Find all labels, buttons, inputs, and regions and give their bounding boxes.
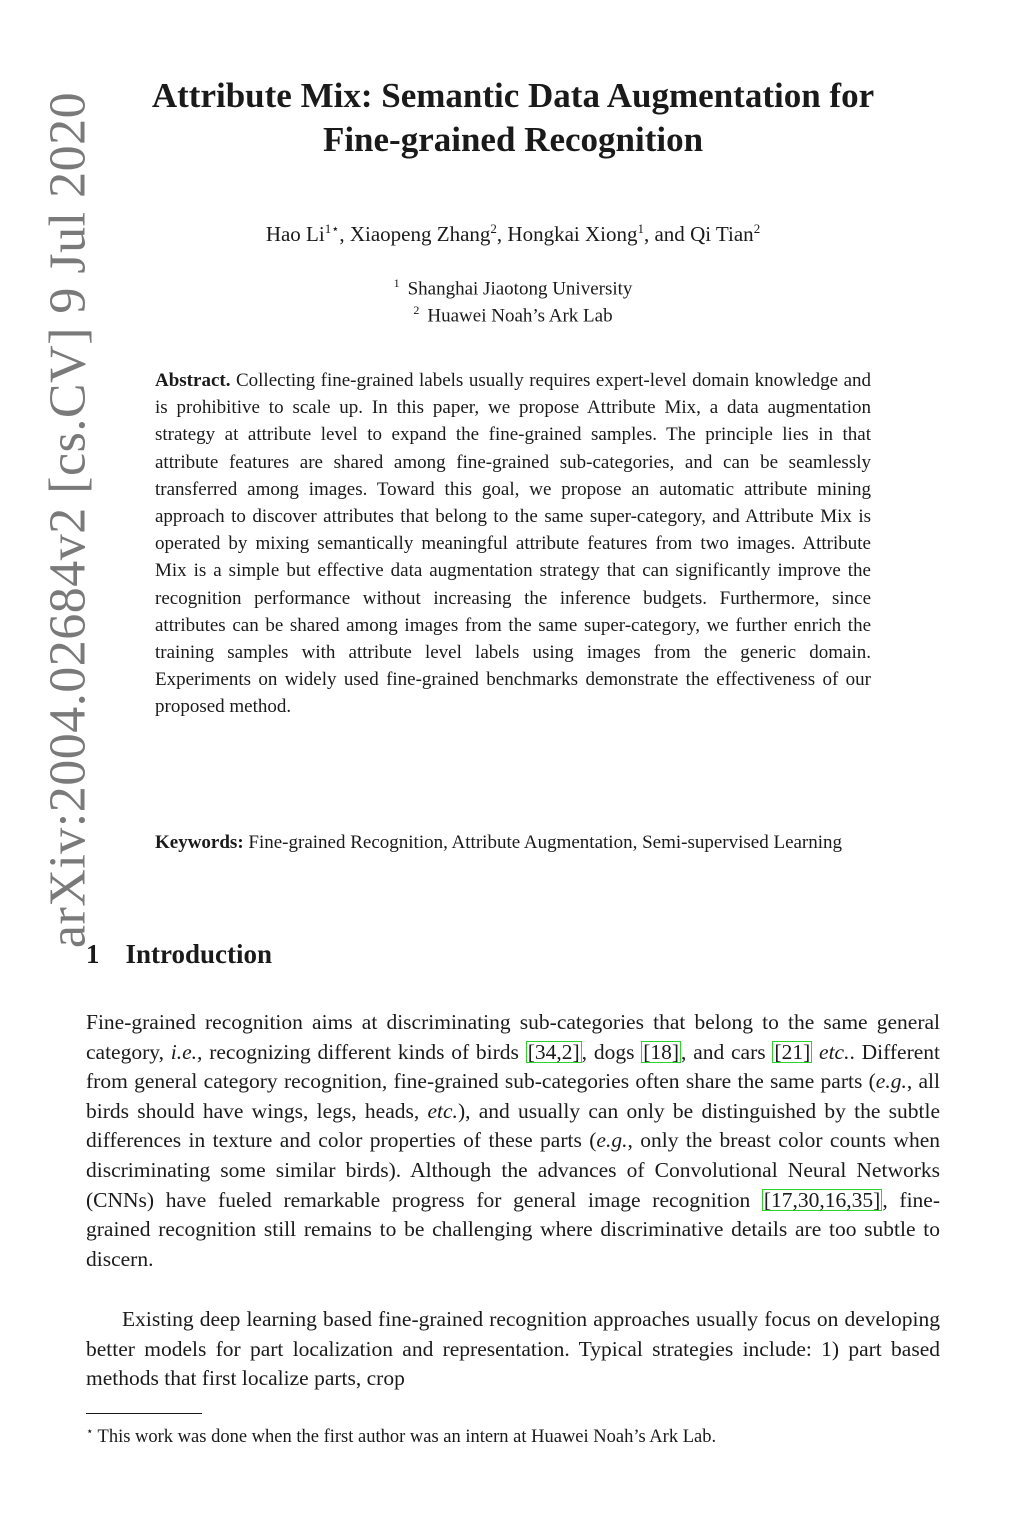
- author-name: Hao Li: [265, 222, 325, 246]
- footnote-mark: ⋆: [86, 1424, 94, 1438]
- text-run: ), and usually can only be distinguished by the subtle differences in texture and color properties of these parts (: [86, 1098, 940, 1153]
- italic-abbrev: etc.: [427, 1098, 458, 1123]
- author-separator: ,: [496, 222, 508, 246]
- author-affiliation-mark: 2: [753, 221, 761, 236]
- italic-abbrev: e.g.: [596, 1128, 628, 1153]
- text-run: Fine-grained recognition aims at discriminating sub-categories that belong to the same general category,: [86, 1010, 940, 1064]
- author-affiliation-mark: 1: [637, 221, 644, 236]
- text-run: . Different from general category recognition, fine-grained sub-categories often share the same parts (: [86, 1039, 941, 1094]
- text-run: , only the breast color counts when discriminating some similar birds). Although the advances of Convolutional Neural Networks (CNNs) have fueled remarkable progress for general image recognition: [86, 1128, 940, 1212]
- intro-paragraph-2: Existing deep learning based fine-grained recognition approaches usually focus on developing better models for part localization and representation. Typical strategies include: 1) part based methods that first localize parts, crop: [86, 1307, 940, 1391]
- citation-link[interactable]: [17,30,16,35]: [763, 1187, 881, 1212]
- arxiv-identifier-stamp: arXiv:2004.02684v2 [cs.CV] 9 Jul 2020: [39, 91, 97, 949]
- paper-title: [60, 74, 966, 162]
- keywords: [155, 829, 871, 856]
- citation-link[interactable]: [21]: [774, 1039, 811, 1064]
- text-run: , fine-grained recognition still remains to be challenging where discriminative details are too subtle to discern.: [86, 1187, 940, 1271]
- author-separator: , and: [643, 222, 691, 246]
- author-affiliation-mark: 2: [490, 221, 497, 236]
- section-number: 1: [86, 939, 100, 969]
- author-name: Hongkai Xiong: [507, 222, 638, 246]
- author-list: [60, 214, 966, 249]
- text-run: , dogs: [581, 1039, 642, 1064]
- footnote: [86, 1418, 966, 1450]
- italic-abbrev: i.e.,: [170, 1039, 203, 1064]
- affiliation-2: [60, 297, 966, 329]
- author-affiliation-mark: 1⋆: [324, 221, 340, 236]
- title-line-1: Attribute Mix: Semantic Data Augmentation for: [151, 76, 875, 115]
- footnote-divider: [86, 1413, 202, 1414]
- abstract-text: Collecting fine-grained labels usually requires expert-level domain knowledge and is prohibitive to scale up. In this paper, we propose Attribute Mix, a data augmentation strategy at attribute level to expand the fine-grained samples. The principle lies in that attribute features are shared among fine-grained sub-categories, and can be seamlessly transferred among images. Toward this goal, we propose an automatic attribute mining approach to discover attributes that belong to the same super-category, and Attribute Mix is operated by mixing semantically meaningful attribute features from two images. Attribute Mix is a simple but effective data augmentation strategy that can significantly improve the recognition performance without increasing the inference budgets. Furthermore, since attributes can be shared among images from the same super-category, we further enrich the training samples with attribute level labels using images from the generic domain. Experiments on widely used fine-grained benchmarks demonstrate the effectiveness of our proposed method.: [155, 370, 871, 718]
- text-run: recognizing different kinds of birds: [202, 1039, 526, 1064]
- author-name: Xiaopeng Zhang: [349, 222, 491, 246]
- author-name: Qi Tian: [690, 222, 754, 246]
- keywords-text: Fine-grained Recognition, Attribute Augmentation, Semi-supervised Learning: [248, 832, 843, 853]
- affiliation-name: Huawei Noah’s Ark Lab: [427, 305, 613, 327]
- keywords-label: Keywords:: [155, 832, 244, 853]
- abstract: [155, 367, 871, 721]
- italic-abbrev: e.g.: [875, 1069, 907, 1094]
- abstract-label: Abstract.: [155, 370, 231, 391]
- section-heading: [86, 936, 272, 972]
- section-title: Introduction: [125, 939, 273, 969]
- title-line-2: Fine-grained Recognition: [322, 120, 704, 159]
- affiliation-name: Shanghai Jiaotong University: [407, 278, 633, 300]
- text-run: [812, 1040, 819, 1064]
- affiliation-mark: 2: [413, 303, 420, 317]
- affiliation-mark: 1: [393, 276, 400, 290]
- text-run: , and cars: [681, 1039, 773, 1064]
- footnote-text: This work was done when the first author was an intern at Huawei Noah’s Ark Lab.: [97, 1427, 717, 1448]
- intro-paragraph-1: [86, 1008, 940, 1274]
- italic-abbrev: etc.: [819, 1039, 850, 1064]
- author-separator: ,: [339, 222, 350, 246]
- citation-link[interactable]: [18]: [643, 1039, 680, 1064]
- citation-link[interactable]: [34,2]: [527, 1039, 580, 1064]
- text-run: , all birds should have wings, legs, heads,: [86, 1069, 940, 1123]
